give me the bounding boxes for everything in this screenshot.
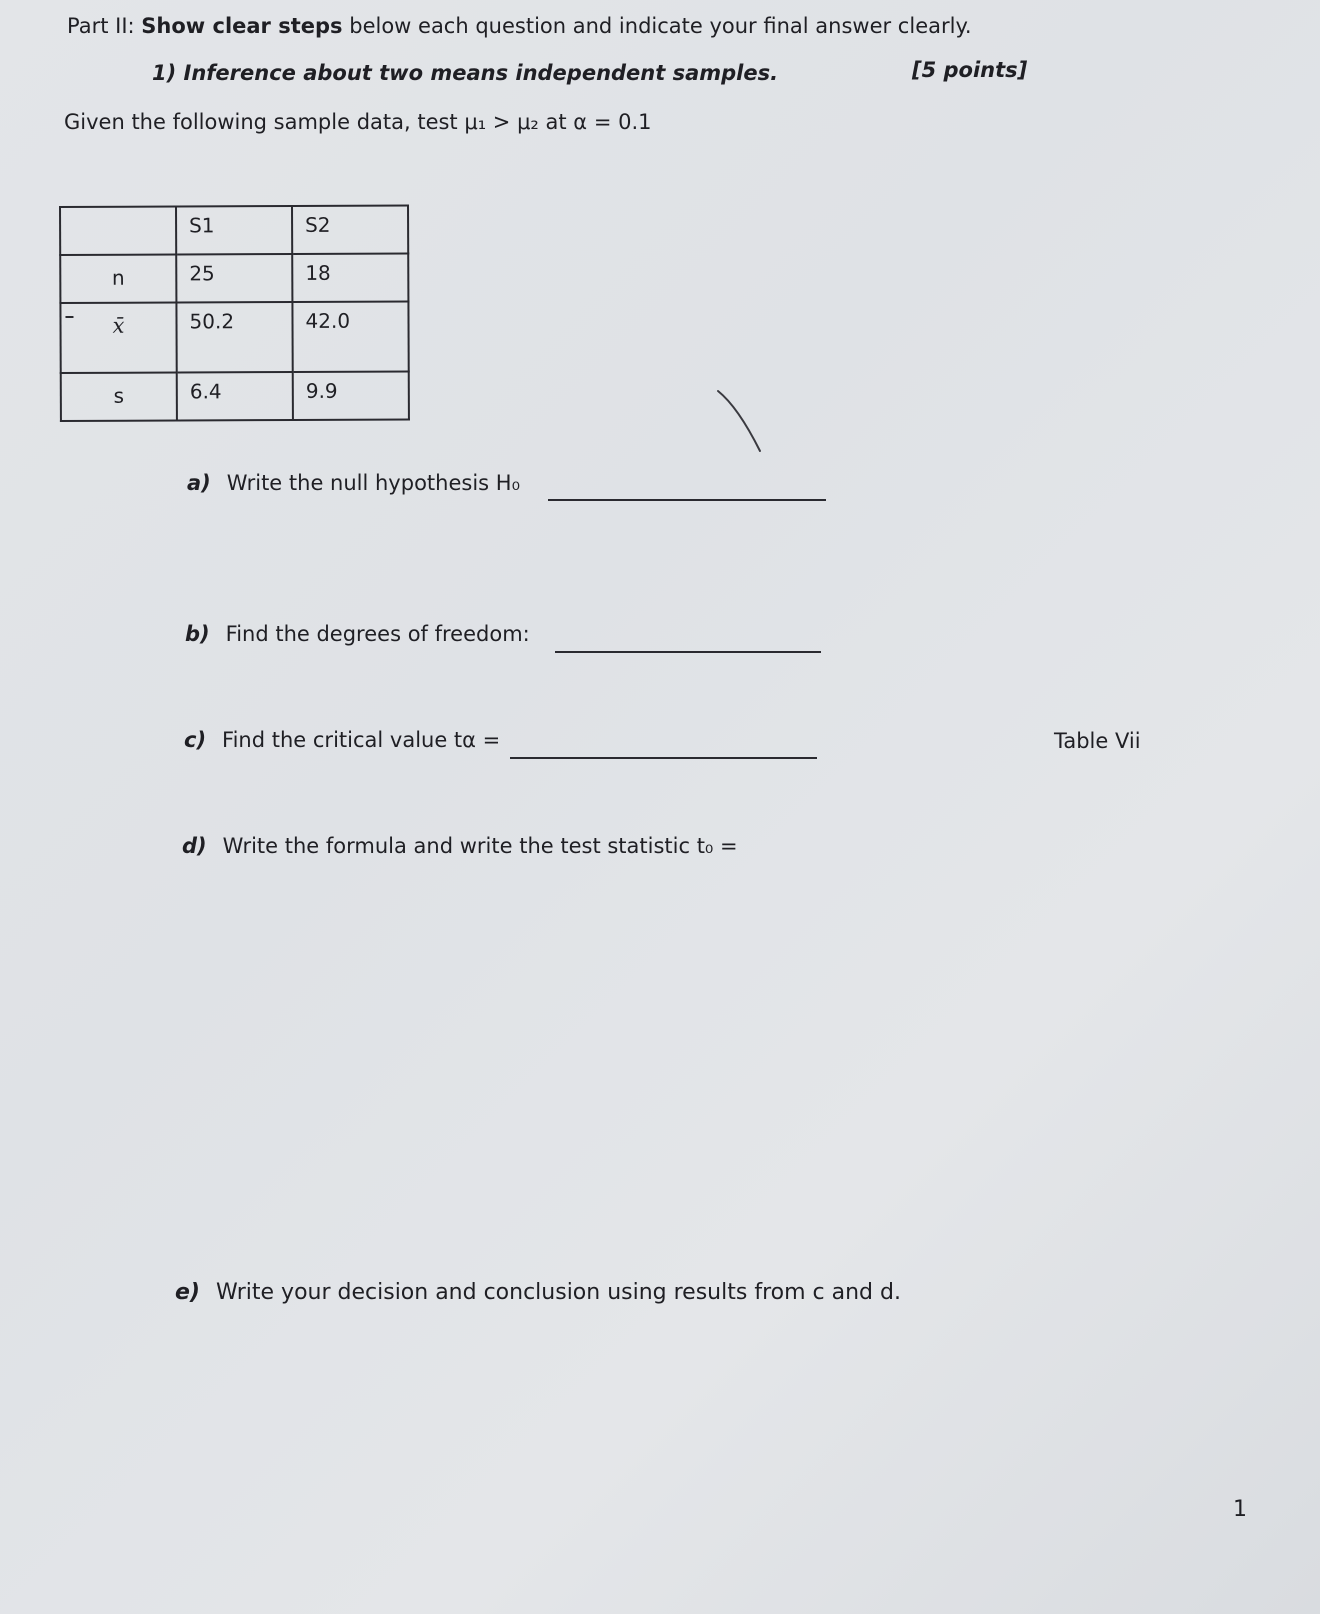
sample-data-table: [59, 204, 410, 422]
row-label-s: s: [61, 372, 177, 421]
part-b-text: Find the degrees of freedom:: [225, 622, 530, 646]
part-d-text: Write the formula and write the test statistic t₀ =: [222, 834, 738, 858]
cell-xbar-s2: 42.0: [292, 301, 408, 372]
page-number: 1: [1233, 1497, 1247, 1522]
table-corner-cell: [60, 206, 176, 255]
part-b-label: b): [185, 622, 210, 646]
answer-line-c[interactable]: [510, 757, 817, 759]
cell-n-s1: 25: [176, 254, 292, 303]
question-points: [5 points]: [912, 58, 1028, 82]
cell-n-s2: 18: [292, 253, 408, 302]
part-a-text: Write the null hypothesis H₀: [226, 471, 520, 495]
answer-line-a[interactable]: [548, 499, 826, 501]
part-b: [185, 622, 530, 646]
pen-stroke-mark: [710, 385, 770, 460]
instructions-text: below each question and indicate your final answer clearly.: [349, 14, 972, 38]
table-row: [60, 301, 408, 373]
part-c-label: c): [184, 728, 207, 752]
instructions-emphasis: Show clear steps: [141, 14, 343, 38]
part-d-label: d): [182, 834, 207, 858]
row-label-n: n: [60, 254, 176, 303]
cell-s-s1: 6.4: [177, 372, 293, 421]
part-e-text: Write your decision and conclusion using results from c and d.: [215, 1280, 901, 1305]
part-c-text: Find the critical value tα =: [222, 728, 501, 752]
table-reference: Table Vii: [1054, 729, 1141, 753]
part-e-label: e): [175, 1280, 200, 1305]
part-a-label: a): [187, 471, 211, 495]
cell-s-s2: 9.9: [293, 371, 409, 420]
question-title: 1) Inference about two means independent samples.: [152, 61, 779, 85]
table-header-s1: S1: [176, 206, 292, 255]
instructions-header: [67, 14, 972, 38]
part-c: [184, 728, 500, 752]
answer-line-b[interactable]: [555, 651, 821, 653]
part-a: [187, 471, 520, 495]
table-row: [61, 371, 409, 421]
part-d: [182, 834, 738, 858]
table-row: [60, 253, 408, 303]
part-label: Part II:: [67, 14, 135, 38]
part-e: [175, 1280, 901, 1305]
cell-xbar-s1: 50.2: [176, 302, 292, 373]
given-statement: Given the following sample data, test μ₁ > μ₂ at α = 0.1: [64, 110, 652, 134]
table-header-row: [60, 205, 408, 255]
table-header-s2: S2: [292, 205, 408, 254]
row-label-xbar: x̄: [60, 302, 176, 373]
